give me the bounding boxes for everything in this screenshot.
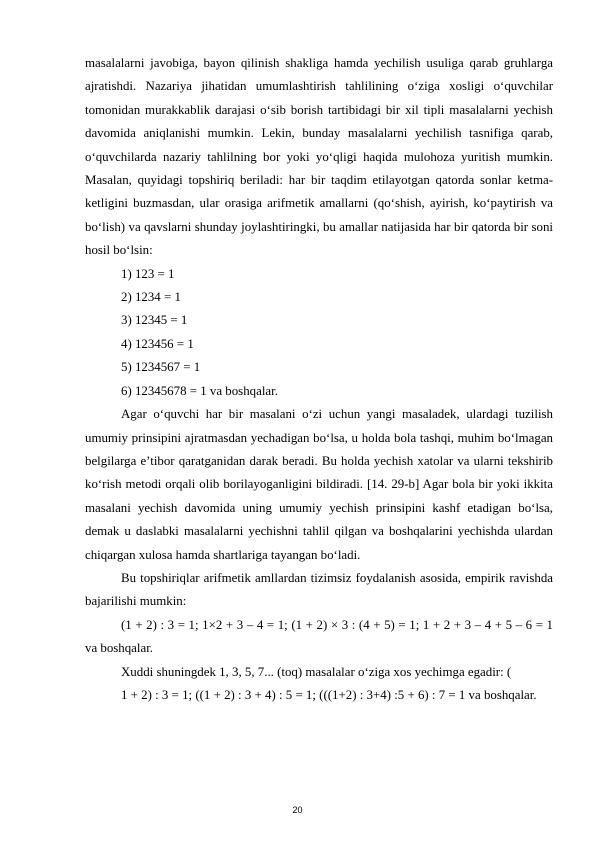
list-item: 6) 12345678 = 1 va boshqalar. [121,383,278,398]
list-item: 5) 1234567 = 1 [121,360,201,375]
list-item: 3) 12345 = 1 [121,313,188,328]
paragraph-examples: (1 + 2) : 3 = 1; 1×2 + 3 – 4 = 1; (1 + 2) × 3 : (4 + 5) = 1; 1 + 2 + 3 – 4 + 5 – 6 = 1 va boshqalar. [85,617,553,656]
paragraph-empirical: Bu topshiriqlar arifmetik amllardan tizimsiz foydalanish asosida, empirik ravishda bajarilishi mumkin: [85,570,553,609]
paragraph-odd-examples: 1 + 2) : 3 = 1; ((1 + 2) : 3 + 4) : 5 = 1; (((1+2) : 3+4) :5 + 6) : 7 = 1 va boshqalar. [121,687,537,702]
paragraph-odd-intro: Xuddi shuningdek 1, 3, 5, 7... (toq) masalalar o‘ziga xos yechimga egadir: ( [121,664,512,679]
page-number: 20 [292,805,303,815]
list-item: 1) 123 = 1 [121,266,175,281]
document-body [85,52,553,707]
paragraph-analysis: Agar o‘quvchi har bir masalani o‘zi uchun yangi masaladek, ulardagi tuzilish umumiy prinsipini ajratmasdan yechadigan bo‘lsa, u holda bola tashqi, muhim bo‘lmagan belgilarga e’tibor qaratganidan darak beradi. Bu holda yechish xatolar va ularni tekshirib ko‘rish metodi orqali olib borilayoganligini bildiradi. [14. 29-b] Agar bola bir yoki ikkita masalani yechish davomida uning umumiy yechish prinsipini kashf etadigan bo‘lsa, demak u daslabki masalalarni yechishni tahlil qilgan va boshqalarini yechishda ulardan chiqargan xulosa hamda shartlariga tayangan bo‘ladi. [85,407,553,562]
list-item: 2) 1234 = 1 [121,290,181,305]
paragraph-intro: masalalarni javobiga, bayon qilinish shakliga hamda yechilish usuliga qarab gruhlarga ajratishdi. Nazariya jihatidan umumlashtirish tahlilining o‘ziga xosligi o‘quvchilar tomonidan murakkablik darajasi o‘sib borish tartibidagi bir xil tipli masalalarni yechish davomida aniqlanishi mumkin. Lekin, bunday masalalarni yechilish tasnifiga qarab, o‘quvchilarda nazariy tahlilning bor yoki yo‘qligi haqida mulohoza yuritish mumkin. Masalan, quyidagi topshiriq beriladi: har bir taqdim etilayotgan qatorda sonlar ketma-ketligini buzmasdan, ular orasiga arifmetik amallarni (qo‘shish, ayirish, ko‘paytirish va bo‘lish) va qavslarni shunday joylashtiringki, bu amallar natijasida har bir qatorda bir soni hosil bo‘lsin: [85,56,553,258]
list-item: 4) 123456 = 1 [121,336,194,351]
